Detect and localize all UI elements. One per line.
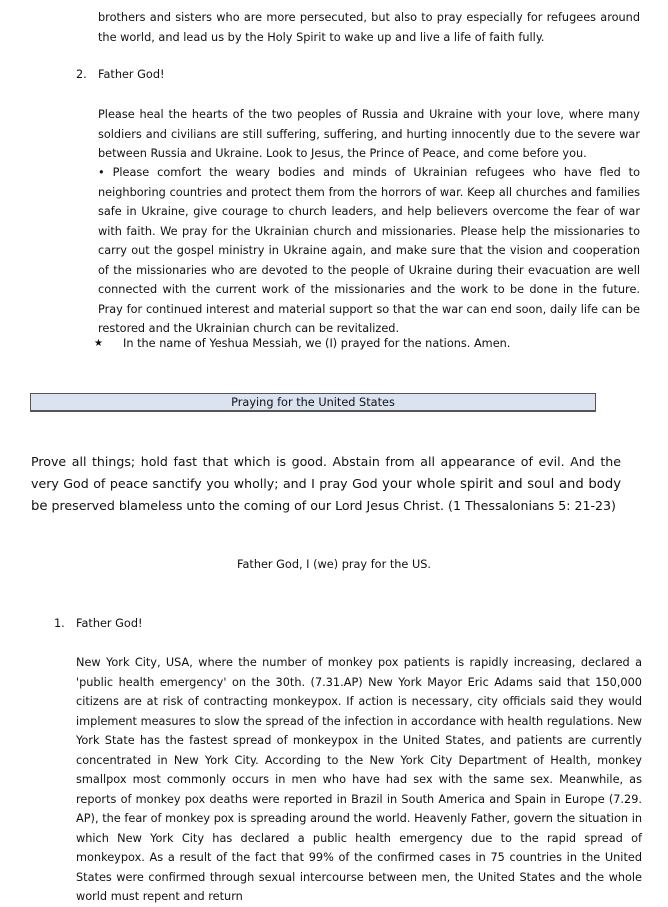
item2-paragraph-1: Please heal the hearts of the two peoples of Russia and Ukraine with your love, where many soldiers and civilians are still suffering, suffering, and hurting innocently due to the severe war between Russia and Ukraine. Look to Jesus, the Prince of Peace, and come before you. bbox=[98, 108, 640, 160]
scripture-part-2: preserved blameless unto the coming of our Lord Jesus Christ. (1 Thessalonians 5: 21-23) bbox=[47, 498, 616, 513]
ukraine-cont-paragraph: brothers and sisters who are more persecuted, but also to pray especially for refugees around the world, and lead us by the Holy Spirit to wake up and live a life of faith fully. bbox=[98, 11, 640, 44]
item1-paragraph: New York City, USA, where the number of monkey pox patients is rapidly increasing, declared a 'public health emergency' on the 30th. (7.31.AP) New York Mayor Eric Adams said that 150,000 citizens are at risk of contracting monkeypox. If action is necessary, city officials said they would implement measures to slow the spread of the infection in accordance with health regulations. New York State has the fastest spread of monkeypox in the United States, and patients are currently concentrated in New York City. According to the New York City Department of Health, monkey smallpox most commonly occurs in men who have had sex with the same sex. Meanwhile, as reports of monkey pox deaths were reported in Brazil in South America and Spain in Europe (7.29. AP), the fear of monkey pox is spreading around the world. Heavenly Father, govern the situation in which New York City has declared a public health emergency due to the rapid spread of monkeypox. As a result of the fact that 99% of the confirmed cases in 75 countries in the United States were confirmed through sexual intercourse between men, the United States and the whole world must repent and return bbox=[76, 656, 642, 903]
closing-line: In the name of Yeshua Messiah, we (I) prayed for the nations. Amen. bbox=[123, 337, 511, 350]
star-bullet-icon: ★ bbox=[94, 338, 103, 349]
scripture-emphasis: your whole spirit and soul and body be bbox=[31, 476, 621, 514]
scripture-part-1: Prove all things; hold fast that which is good. Abstain from all appearance of evil. And the very God of peace sanctify you wholly; and I pray God bbox=[31, 454, 621, 491]
item2-title: Father God! bbox=[98, 68, 165, 81]
item2-number: 2. bbox=[76, 68, 87, 81]
prayer-intro: Father God, I (we) pray for the US. bbox=[237, 558, 431, 571]
scripture-quote bbox=[31, 451, 621, 518]
item1-number: 1. bbox=[54, 617, 65, 630]
item2-paragraph-2: • Please comfort the weary bodies and minds of Ukrainian refugees who have fled to neighboring countries and protect them from the horrors of war. Keep all churches and families safe in Ukraine, give courage to church leaders, and help believers overcome the fear of war with faith. We pray for the Ukrainian church and missionaries. Please help the missionaries to carry out the gospel ministry in Ukraine again, and make sure that the vision and cooperation of the missionaries who are devoted to the people of Ukraine during their evacuation are well connected with the current work of the missionaries and the work to be done in the future. Pray for continued interest and material support so that the war can end soon, daily life can be restored and the Ukrainian church can be revitalized. bbox=[98, 166, 640, 335]
section-heading-us: Praying for the United States bbox=[30, 393, 596, 412]
item1-title: Father God! bbox=[76, 617, 143, 630]
